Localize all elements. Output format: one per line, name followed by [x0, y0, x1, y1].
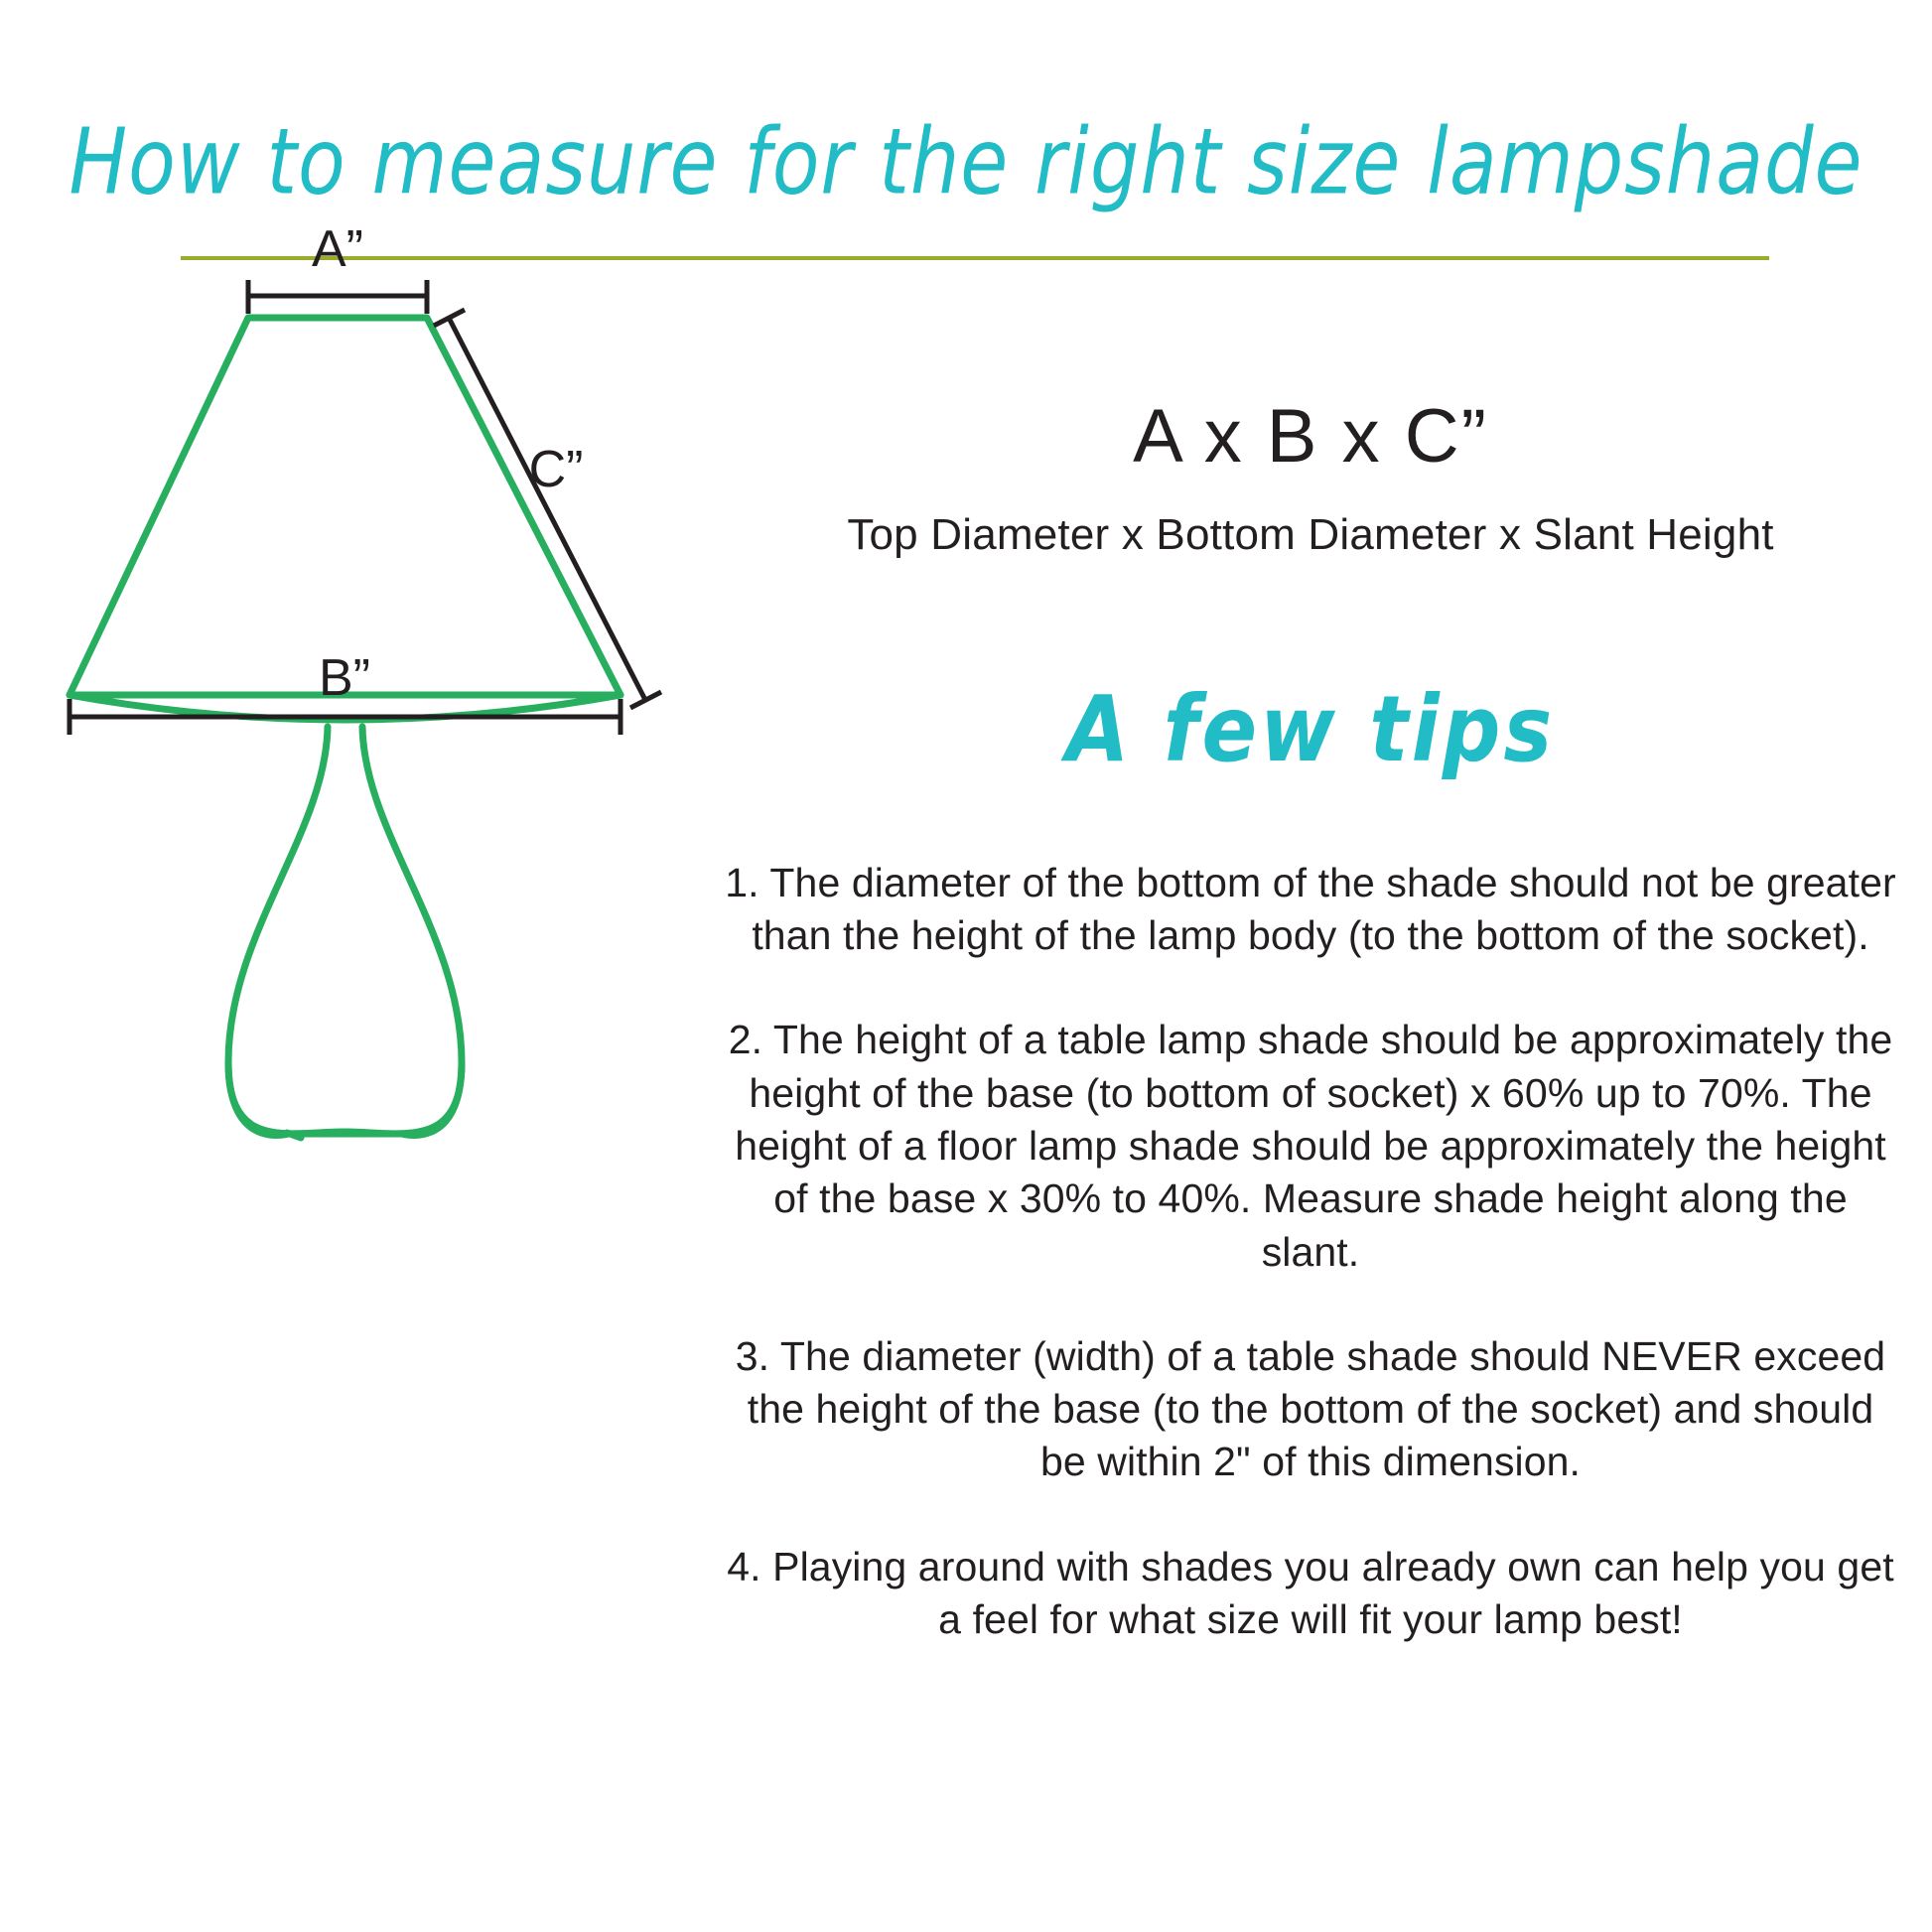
title-divider: [181, 256, 1769, 260]
dimension-a: [248, 220, 427, 314]
dimension-a-label: A”: [312, 220, 363, 278]
list-item: 2. The height of a table lamp shade should be approximately the height of the base (to bottom of socket) x 60% up to 70%. The height of a floor lamp shade should be approximately the height of the base x 30% to 40%. Measure shade height along the slant.: [728, 1017, 1893, 1275]
dimension-c-label: C”: [528, 441, 584, 498]
page-title-container: [0, 109, 1932, 216]
tips-heading: A few tips: [1065, 676, 1556, 783]
list-item: 4. Playing around with shades you already own can help you get a feel for what size will fit your lamp best!: [727, 1543, 1894, 1643]
tips-list: [725, 857, 1896, 1647]
info-panel: [725, 394, 1896, 1698]
list-item: 3. The diameter (width) of a table shade should NEVER exceed the height of the base (to the bottom of the socket) and should be within 2" of this dimension.: [735, 1332, 1886, 1485]
page-title: How to measure for the right size lampshade: [69, 109, 1863, 216]
list-item: 1. The diameter of the bottom of the shade should not be greater than the height of the lamp body (to the bottom of the socket).: [725, 859, 1896, 959]
dimension-c: [434, 310, 661, 708]
formula-expression: A x B x C”: [1133, 394, 1488, 479]
formula-legend: Top Diameter x Bottom Diameter x Slant Height: [847, 509, 1774, 559]
lamp-base-shape: [228, 727, 462, 1138]
dimension-b-label: B”: [319, 649, 370, 707]
